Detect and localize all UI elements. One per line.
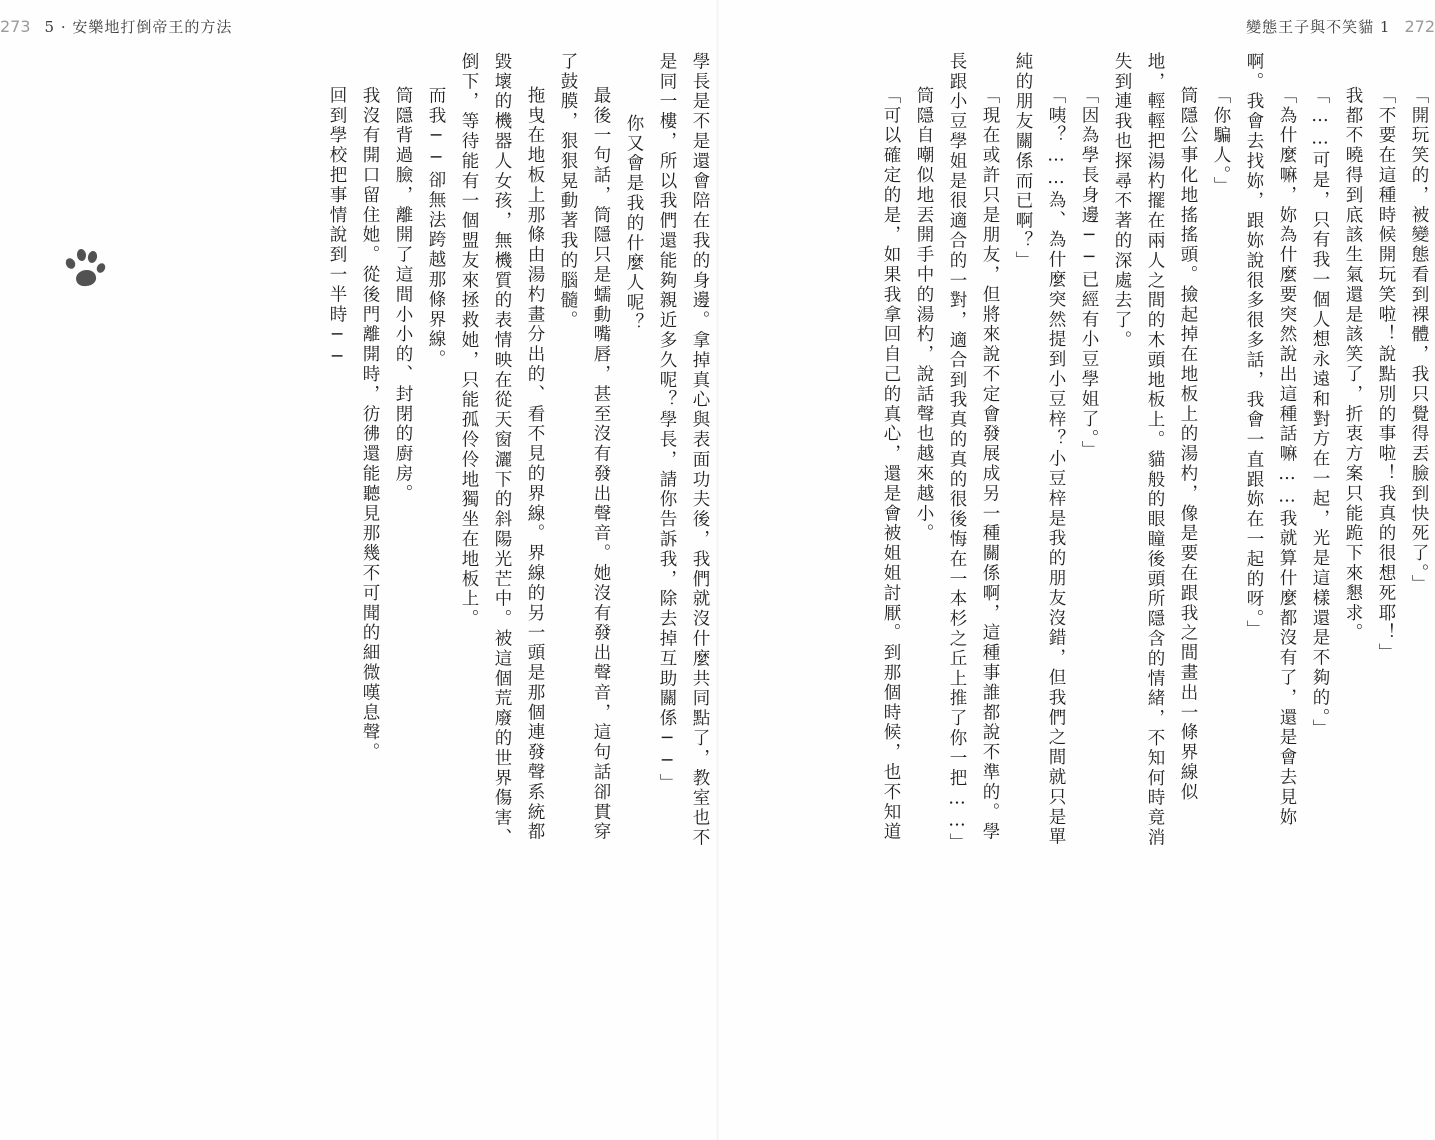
text-line: 你又會是我的什麼人呢？ xyxy=(624,114,644,333)
text-line: 「現在或許只是朋友，但將來說不定會發展成另一種關係啊，這種事誰都說不準的。學 xyxy=(980,86,1000,843)
text-line: 我都不曉得到底該生氣還是該笑了，折衷方案只能跪下來懇求。 xyxy=(1343,86,1363,644)
page-left-text-block xyxy=(8,52,708,1092)
page-number-left: 273 xyxy=(0,17,31,36)
text-line: 「開玩笑的，被變態看到裸體，我只覺得丟臉到快死了。」 xyxy=(1409,86,1429,595)
text-line: 「……可是，只有我一個人想永遠和對方在一起，光是這樣還是不夠的。」 xyxy=(1310,86,1330,739)
text-line: 長跟小豆學姐是很適合的一對，適合到我真的真的很後悔在一本杉之丘上推了你一把……」 xyxy=(947,52,967,853)
text-line: 筒隱公事化地搖搖頭。撿起掉在地板上的湯杓，像是要在跟我之間畫出一條界線似 xyxy=(1178,86,1198,803)
running-head-left xyxy=(0,16,232,37)
page-right-text-block xyxy=(807,52,1427,1092)
page-number-right: 272 xyxy=(1404,17,1435,36)
text-line: 啊。我會去找妳，跟妳說很多很多話，我會一直跟妳在一起的呀。」 xyxy=(1244,52,1264,641)
text-line: 我沒有開口留住她。從後門離開時，彷彿還能聽見那幾不可聞的細微嘆息聲。 xyxy=(360,86,380,763)
text-line: 「可以確定的是，如果我拿回自己的真心，還是會被姐姐討厭。到那個時候，也不知道 xyxy=(881,86,901,843)
text-line: 「為什麼嘛，妳為什麼要突然說出這種話嘛……我就算什麼都沒有了，還是會去見妳 xyxy=(1277,86,1297,828)
text-line: 「你騙人。」 xyxy=(1211,86,1231,197)
text-line: 是同一樓，所以我們還能夠親近多久呢？學長，請你告訴我，除去掉互助關係──」 xyxy=(657,52,677,794)
text-line: 「因為學長身邊──已經有小豆學姐了。」 xyxy=(1079,86,1099,461)
text-line: 筒隱自嘲似地丟開手中的湯杓，說話聲也越來越小。 xyxy=(914,86,934,544)
chapter-title: 5 · 安樂地打倒帝王的方法 xyxy=(44,18,233,36)
text-line: 學長是不是還會陪在我的身邊。拿掉真心與表面功夫後，我們就沒什麼共同點了，教室也不 xyxy=(690,52,710,848)
text-line: 拖曳在地板上那條由湯杓畫分出的、看不見的界線。界線的另一頭是那個連發聲系統都 xyxy=(525,86,545,843)
text-line: 回到學校把事情說到一半時── xyxy=(327,86,347,370)
text-line: 「咦？……為、為什麼突然提到小豆梓？小豆梓是我的朋友沒錯，但我們之間就只是單 xyxy=(1046,86,1066,848)
text-line: 最後一句話，筒隱只是蠕動嘴唇，甚至沒有發出聲音。她沒有發出聲音，這句話卻貫穿 xyxy=(591,86,611,843)
text-line: 失到連我也探尋不著的深處去了。 xyxy=(1112,52,1132,351)
text-line: 倒下，等待能有一個盟友來拯救她，只能孤伶伶地獨坐在地板上。 xyxy=(459,52,479,630)
text-line: 筒隱背過臉，離開了這間小小的、封閉的廚房。 xyxy=(393,86,413,504)
text-line: 純的朋友關係而已啊？」 xyxy=(1013,52,1033,271)
text-line: 地，輕輕把湯杓擺在兩人之間的木頭地板上。貓般的眼瞳後頭所隱含的情緒，不知何時竟消 xyxy=(1145,52,1165,848)
paw-print-icon xyxy=(64,240,110,292)
text-line: 「不要在這種時候開玩笑啦！說點別的事啦！我真的很想死耶！」 xyxy=(1376,86,1396,664)
text-line: 而我──卻無法跨越那條界線。 xyxy=(426,86,446,370)
running-head-right xyxy=(1246,16,1435,37)
text-spread xyxy=(0,52,1435,1112)
text-line: 了鼓膜，狠狠晃動著我的腦髓。 xyxy=(558,52,578,331)
book-title: 變態王子與不笑貓 1 xyxy=(1246,18,1391,36)
text-line: 毀壞的機器人女孩，無機質的表情映在從天窗灑下的斜陽光芒中。被這個荒廢的世界傷害、 xyxy=(492,52,512,848)
